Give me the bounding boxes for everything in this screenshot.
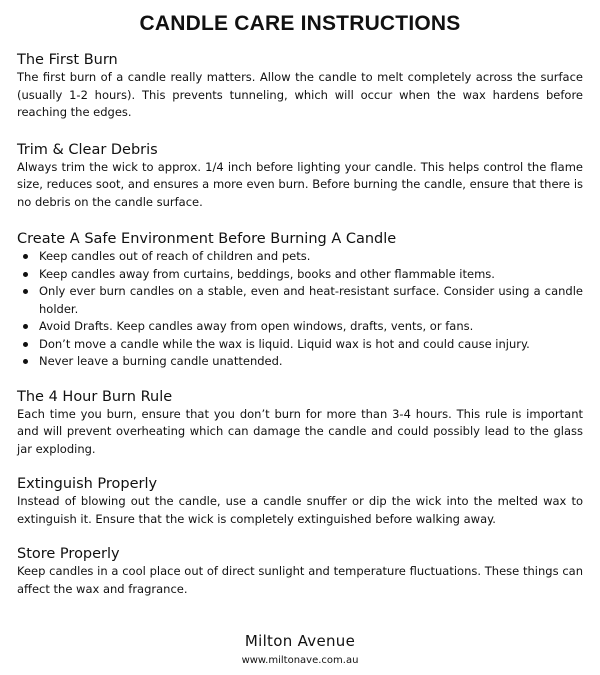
- section-safe-environment: [17, 230, 583, 371]
- bullet-icon: [23, 359, 28, 364]
- section-heading: The 4 Hour Burn Rule: [17, 388, 173, 405]
- list-item: [17, 353, 583, 371]
- section-body: Each time you burn, ensure that you don’t burn for more than 3-4 hours. This rule is important and will prevent overheating which can damage the candle and could possibly lead to the glass jar exploding.: [17, 406, 583, 456]
- list-item-text: Avoid Drafts. Keep candles away from open windows, drafts, vents, or fans.: [39, 319, 474, 333]
- section-body: The first burn of a candle really matters. Allow the candle to melt completely across the surface (usually 1-2 hours). This prevents tunneling, which will occur when the wax hardens before reaching the edges.: [17, 70, 583, 119]
- list-item-text: Keep candles out of reach of children and pets.: [39, 249, 311, 263]
- section-heading: Extinguish Properly: [17, 476, 158, 492]
- section-heading: Store Properly: [17, 546, 120, 562]
- list-item: [17, 318, 583, 336]
- safety-bullet-list: [17, 248, 583, 371]
- list-item: [17, 336, 583, 354]
- section-body: Instead of blowing out the candle, use a candle snuffer or dip the wick into the melted wax to extinguish it. Ensure that the wick is completely extinguished before walking away.: [17, 494, 583, 526]
- section-heading: Trim & Clear Debris: [17, 141, 158, 158]
- website-url: www.miltonave.com.au: [241, 655, 359, 666]
- bullet-icon: [23, 289, 28, 294]
- list-item-text: Only ever burn candles on a stable, even and heat-resistant surface. Consider using a candle holder.: [39, 284, 583, 316]
- list-item: [17, 266, 583, 284]
- section-heading: Create A Safe Environment Before Burning A Candle: [17, 231, 397, 247]
- page-title: CANDLE CARE INSTRUCTIONS: [139, 12, 461, 35]
- section-heading: The First Burn: [17, 52, 118, 68]
- bullet-icon: [23, 342, 28, 347]
- bullet-icon: [23, 272, 28, 277]
- section-4-hour-burn-rule: [17, 388, 583, 459]
- section-body: Keep candles in a cool place out of direct sunlight and temperature fluctuations. These things can affect the wax and fragrance.: [17, 564, 583, 596]
- list-item-text: Keep candles away from curtains, beddings, books and other flammable items.: [39, 266, 495, 281]
- brand-name: Milton Avenue: [244, 632, 356, 650]
- bullet-icon: [23, 254, 28, 259]
- section-extinguish-properly: [17, 475, 583, 528]
- list-item-text: Don’t move a candle while the wax is liquid. Liquid wax is hot and could cause injury.: [39, 336, 530, 351]
- list-item-text: Never leave a burning candle unattended.: [39, 354, 283, 368]
- section-trim-clear-debris: [17, 141, 583, 212]
- section-first-burn: [17, 51, 583, 122]
- bullet-icon: [23, 324, 28, 329]
- list-item: [17, 283, 583, 318]
- section-body: Always trim the wick to approx. 1/4 inch before lighting your candle. This helps control the flame size, reduces soot, and ensures a more even burn. Before burning the candle, ensure that there is no debris on the candle surface.: [17, 159, 583, 209]
- list-item: [17, 248, 583, 266]
- section-store-properly: [17, 545, 583, 598]
